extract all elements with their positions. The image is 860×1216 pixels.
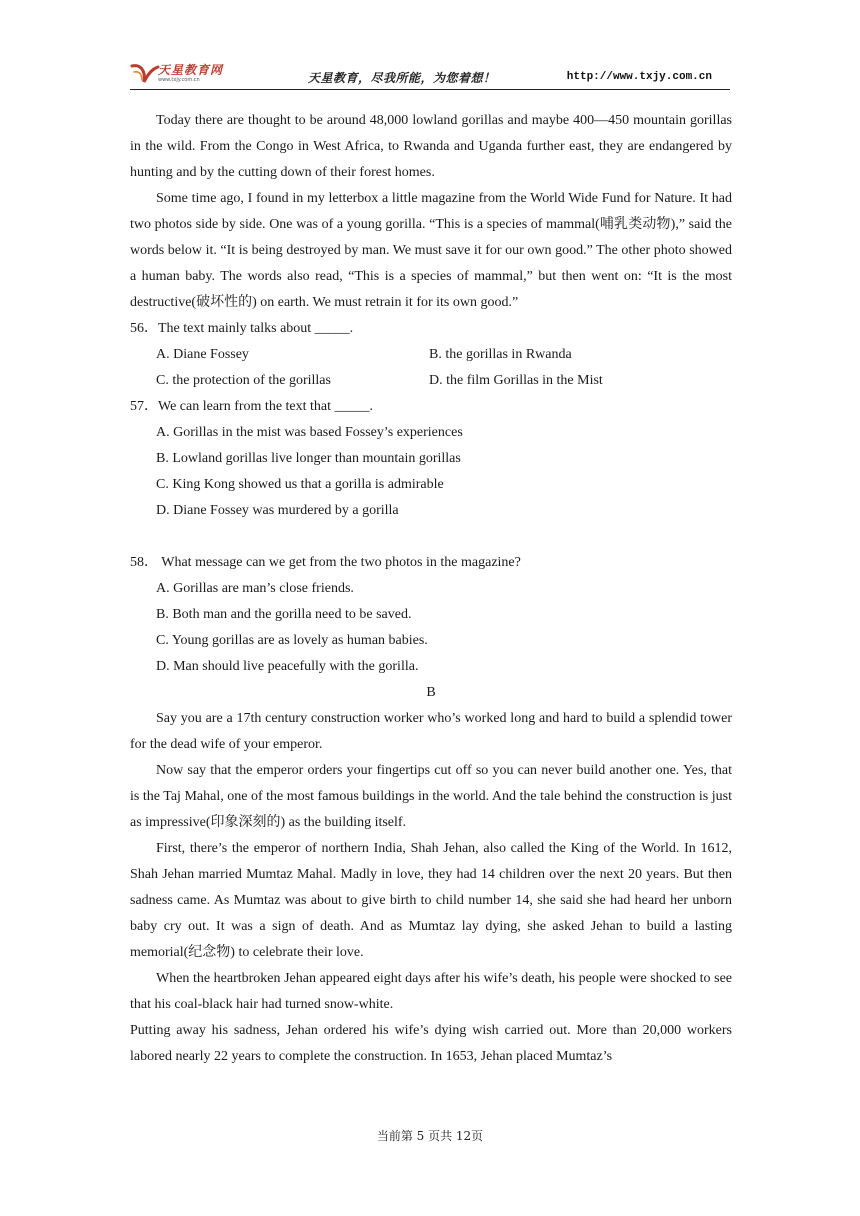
section-heading: B <box>426 685 436 700</box>
page-content <box>130 108 732 1070</box>
page-footer: 当前第 5 页共 12页 <box>376 1129 484 1143</box>
option-d: D. Diane Fossey was murdered by a gorilla <box>156 503 399 518</box>
question-stem: 56．The text mainly talks about _____. <box>130 321 354 336</box>
option-b: B. the gorillas in Rwanda <box>429 347 572 362</box>
header-slogan: 天星教育，尽我所能，为您着想！ <box>308 71 496 85</box>
option-row <box>130 342 732 368</box>
passage-paragraph: Now say that the emperor orders your fingertips cut off so you can never build another one. Yes, that is the Taj Mahal, one of the most famous buildings in the world. And the tale behind the construction is just as impressive(印象深刻的) as the building itself. <box>130 763 732 830</box>
passage-paragraph: Putting away his sadness, Jehan ordered his wife’s dying wish carried out. More than 20,000 workers labored nearly 22 years to complete the construction. In 1653, Jehan placed Mumtaz’s <box>130 1023 732 1064</box>
option-a: A. Gorillas are man’s close friends. <box>156 581 354 596</box>
option-b: B. Lowland gorillas live longer than mountain gorillas <box>156 451 461 466</box>
logo-subtext: www.txjy.com.cn <box>158 77 200 83</box>
site-logo <box>130 60 228 88</box>
header-url: http://www.txjy.com.cn <box>566 71 712 83</box>
question-stem: 58． What message can we get from the two photos in the magazine? <box>130 555 521 570</box>
swoosh-logo-icon <box>130 60 160 88</box>
option-c: C. Young gorillas are as lovely as human babies. <box>156 633 428 648</box>
option-a: A. Diane Fossey <box>156 347 249 362</box>
option-c: C. the protection of the gorillas <box>156 373 331 388</box>
passage-paragraph: Today there are thought to be around 48,000 lowland gorillas and maybe 400—450 mountain gorillas in the wild. From the Congo in West Africa, to Rwanda and Uganda further east, they are endangered by hunting and by the cutting down of their forest homes. <box>130 113 732 180</box>
option-row <box>130 368 732 394</box>
passage-paragraph: Some time ago, I found in my letterbox a little magazine from the World Wide Fund for Nature. It had two photos side by side. One was of a young gorilla. “This is a species of mammal(哺乳类动物),” said the words below it. “It is being destroyed by man. We must save it for our own good.” The other photo showed a human baby. The words also read, “This is a species of mammal,” but then went on: “It is the most destructive(破坏性的) on earth. We must retrain it for its own good.” <box>130 191 732 310</box>
header-divider <box>130 89 730 90</box>
page-header <box>130 58 730 90</box>
option-a: A. Gorillas in the mist was based Fossey’s experiences <box>156 425 463 440</box>
option-c: C. King Kong showed us that a gorilla is admirable <box>156 477 444 492</box>
passage-paragraph: First, there’s the emperor of northern India, Shah Jehan, also called the King of the World. In 1612, Shah Jehan married Mumtaz Mahal. Madly in love, they had 14 children over the next 20 years. But then sadness came. As Mumtaz was about to give birth to child number 14, she said she had heard her unborn baby cry out. It was a sign of death. And as Mumtaz lay dying, she asked Jehan to build a lasting memorial(纪念物) to celebrate their love. <box>130 841 732 960</box>
passage-paragraph: Say you are a 17th century construction worker who’s worked long and hard to build a splendid tower for the dead wife of your emperor. <box>130 711 732 752</box>
spacer <box>130 524 732 550</box>
option-d: D. the film Gorillas in the Mist <box>429 373 603 388</box>
option-d: D. Man should live peacefully with the gorilla. <box>156 659 419 674</box>
logo-text: 天星教育网 <box>158 63 224 77</box>
passage-paragraph: When the heartbroken Jehan appeared eight days after his wife’s death, his people were shocked to see that his coal-black hair had turned snow-white. <box>130 971 732 1012</box>
option-b: B. Both man and the gorilla need to be saved. <box>156 607 412 622</box>
question-stem: 57．We can learn from the text that _____. <box>130 399 374 414</box>
